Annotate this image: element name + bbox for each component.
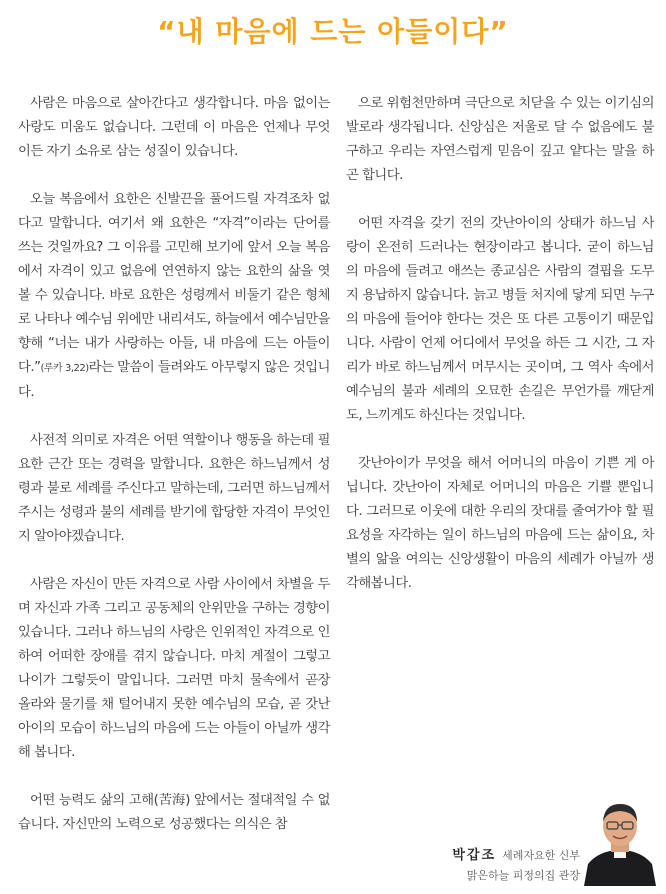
right-column [346,92,654,620]
author-affiliation: 맑은하늘 피정의집 관장 [466,869,580,882]
author-byline [452,846,580,886]
author-name: 박갑조 [452,848,497,863]
paragraph: 어떤 자격을 갖기 전의 갓난아이의 상태가 하느님 사랑이 온전히 드러나는 현장이라고 봅니다. 굳이 하느님의 마음에 들려고 애쓰는 종교심은 사람의 결핍을 도무지 용납하지 않습니다. 늙고 병들 처지에 닿게 되면 누구의 마음에 들어야 한다는 것은 또 다른 고통이기 때문입니다. 사람이 언제 어디에서 무엇을 하든 그 시간, 그 자리가 바로 하느님께서 머무시는 곳이며, 그 역사 속에서 예수님의 불과 세례의 오묘한 손길은 무언가를 깨닫게도, 느끼게도 하신다는 것입니다. [346,216,654,423]
paragraph-text: 라는 말씀이 들려와도 아무렇지 않은 것입니다. [18,360,330,400]
paragraph: 사람은 자신이 만든 자격으로 사람 사이에서 차별을 두며 자신과 가족 그리고 공동체의 안위만을 구하는 경향이 있습니다. 그러나 하느님의 사랑은 인위적인 자격으로 인하여 어떠한 장애를 겪지 않습니다. 마치 계절이 그렇고 나이가 그렇듯이 말입니다. 그러면 마치 물속에서 곧장 올라와 물기를 채 털어내지 못한 예수님의 모습, 곧 갓난아이의 모습이 하느님의 마음에 드는 아들이 아닐까 생각해 봅니다. [18,577,330,760]
author-photo [582,794,658,886]
scripture-reference: (루카 3,22) [40,363,89,374]
paragraph [18,188,330,405]
priest-portrait-image [582,794,658,886]
left-column [18,92,330,861]
author-role: 세례자요한 신부 [502,849,580,862]
paragraph: 사전적 의미로 자격은 어떤 역할이나 행동을 하는데 필요한 근간 또는 경력을 말합니다. 요한은 하느님께서 성령과 불로 세례를 주신다고 말하는데, 그러면 하느님께서 주시는 성령과 불의 세례를 받기에 합당한 자격이 무엇인지 알아야겠습니다. [18,433,330,544]
paragraph: 사람은 마음으로 살아간다고 생각합니다. 마음 없이는 사랑도 미움도 없습니다. 그런데 이 마음은 언제나 무엇이든 자기 소유로 삼는 성질이 있습니다. [18,96,330,159]
paragraph: 어떤 능력도 삶의 고해(苦海) 앞에서는 절대적일 수 없습니다. 자신만의 노력으로 성공했다는 의식은 참 [18,793,330,832]
paragraph-text: 오늘 복음에서 요한은 신발끈을 풀어드릴 자격조차 없다고 말합니다. 여기서 왜 요한은 “자격”이라는 단어를 쓰는 것일까요? 그 이유를 고민해 보기에 앞서 오늘 복음에서 자격이 있고 없음에 연연하지 않는 요한의 삶을 엿볼 수 있습니다. 바로 요한은 성령께서 비둘기 같은 형체로 나타나 예수님 위에만 내리셔도, 하늘에서 예수님만을 향해 “너는 내가 사랑하는 아들, 내 마음에 드는 아들이다.” [18,192,330,375]
paragraph: 갓난아이가 무엇을 해서 어머니의 마음이 기쁜 게 아닙니다. 갓난아이 자체로 어머니의 마음은 기쁠 뿐입니다. 그러므로 이웃에 대한 우리의 잣대를 줄여가야 할 필요성을 자각하는 일이 하느님의 마음에 드는 삶이요, 차별의 앎을 여의는 신앙생활이 마음의 세례가 아닐까 생각해봅니다. [346,456,654,591]
paragraph: 으로 위험천만하며 극단으로 치닫을 수 있는 이기심의 발로라 생각됩니다. 신앙심은 저울로 달 수 없음에도 불구하고 우리는 자연스럽게 믿음이 깊고 얕다는 말을 하곤 합니다. [346,96,654,183]
article-title: “내 마음에 드는 아들이다” [157,15,509,48]
